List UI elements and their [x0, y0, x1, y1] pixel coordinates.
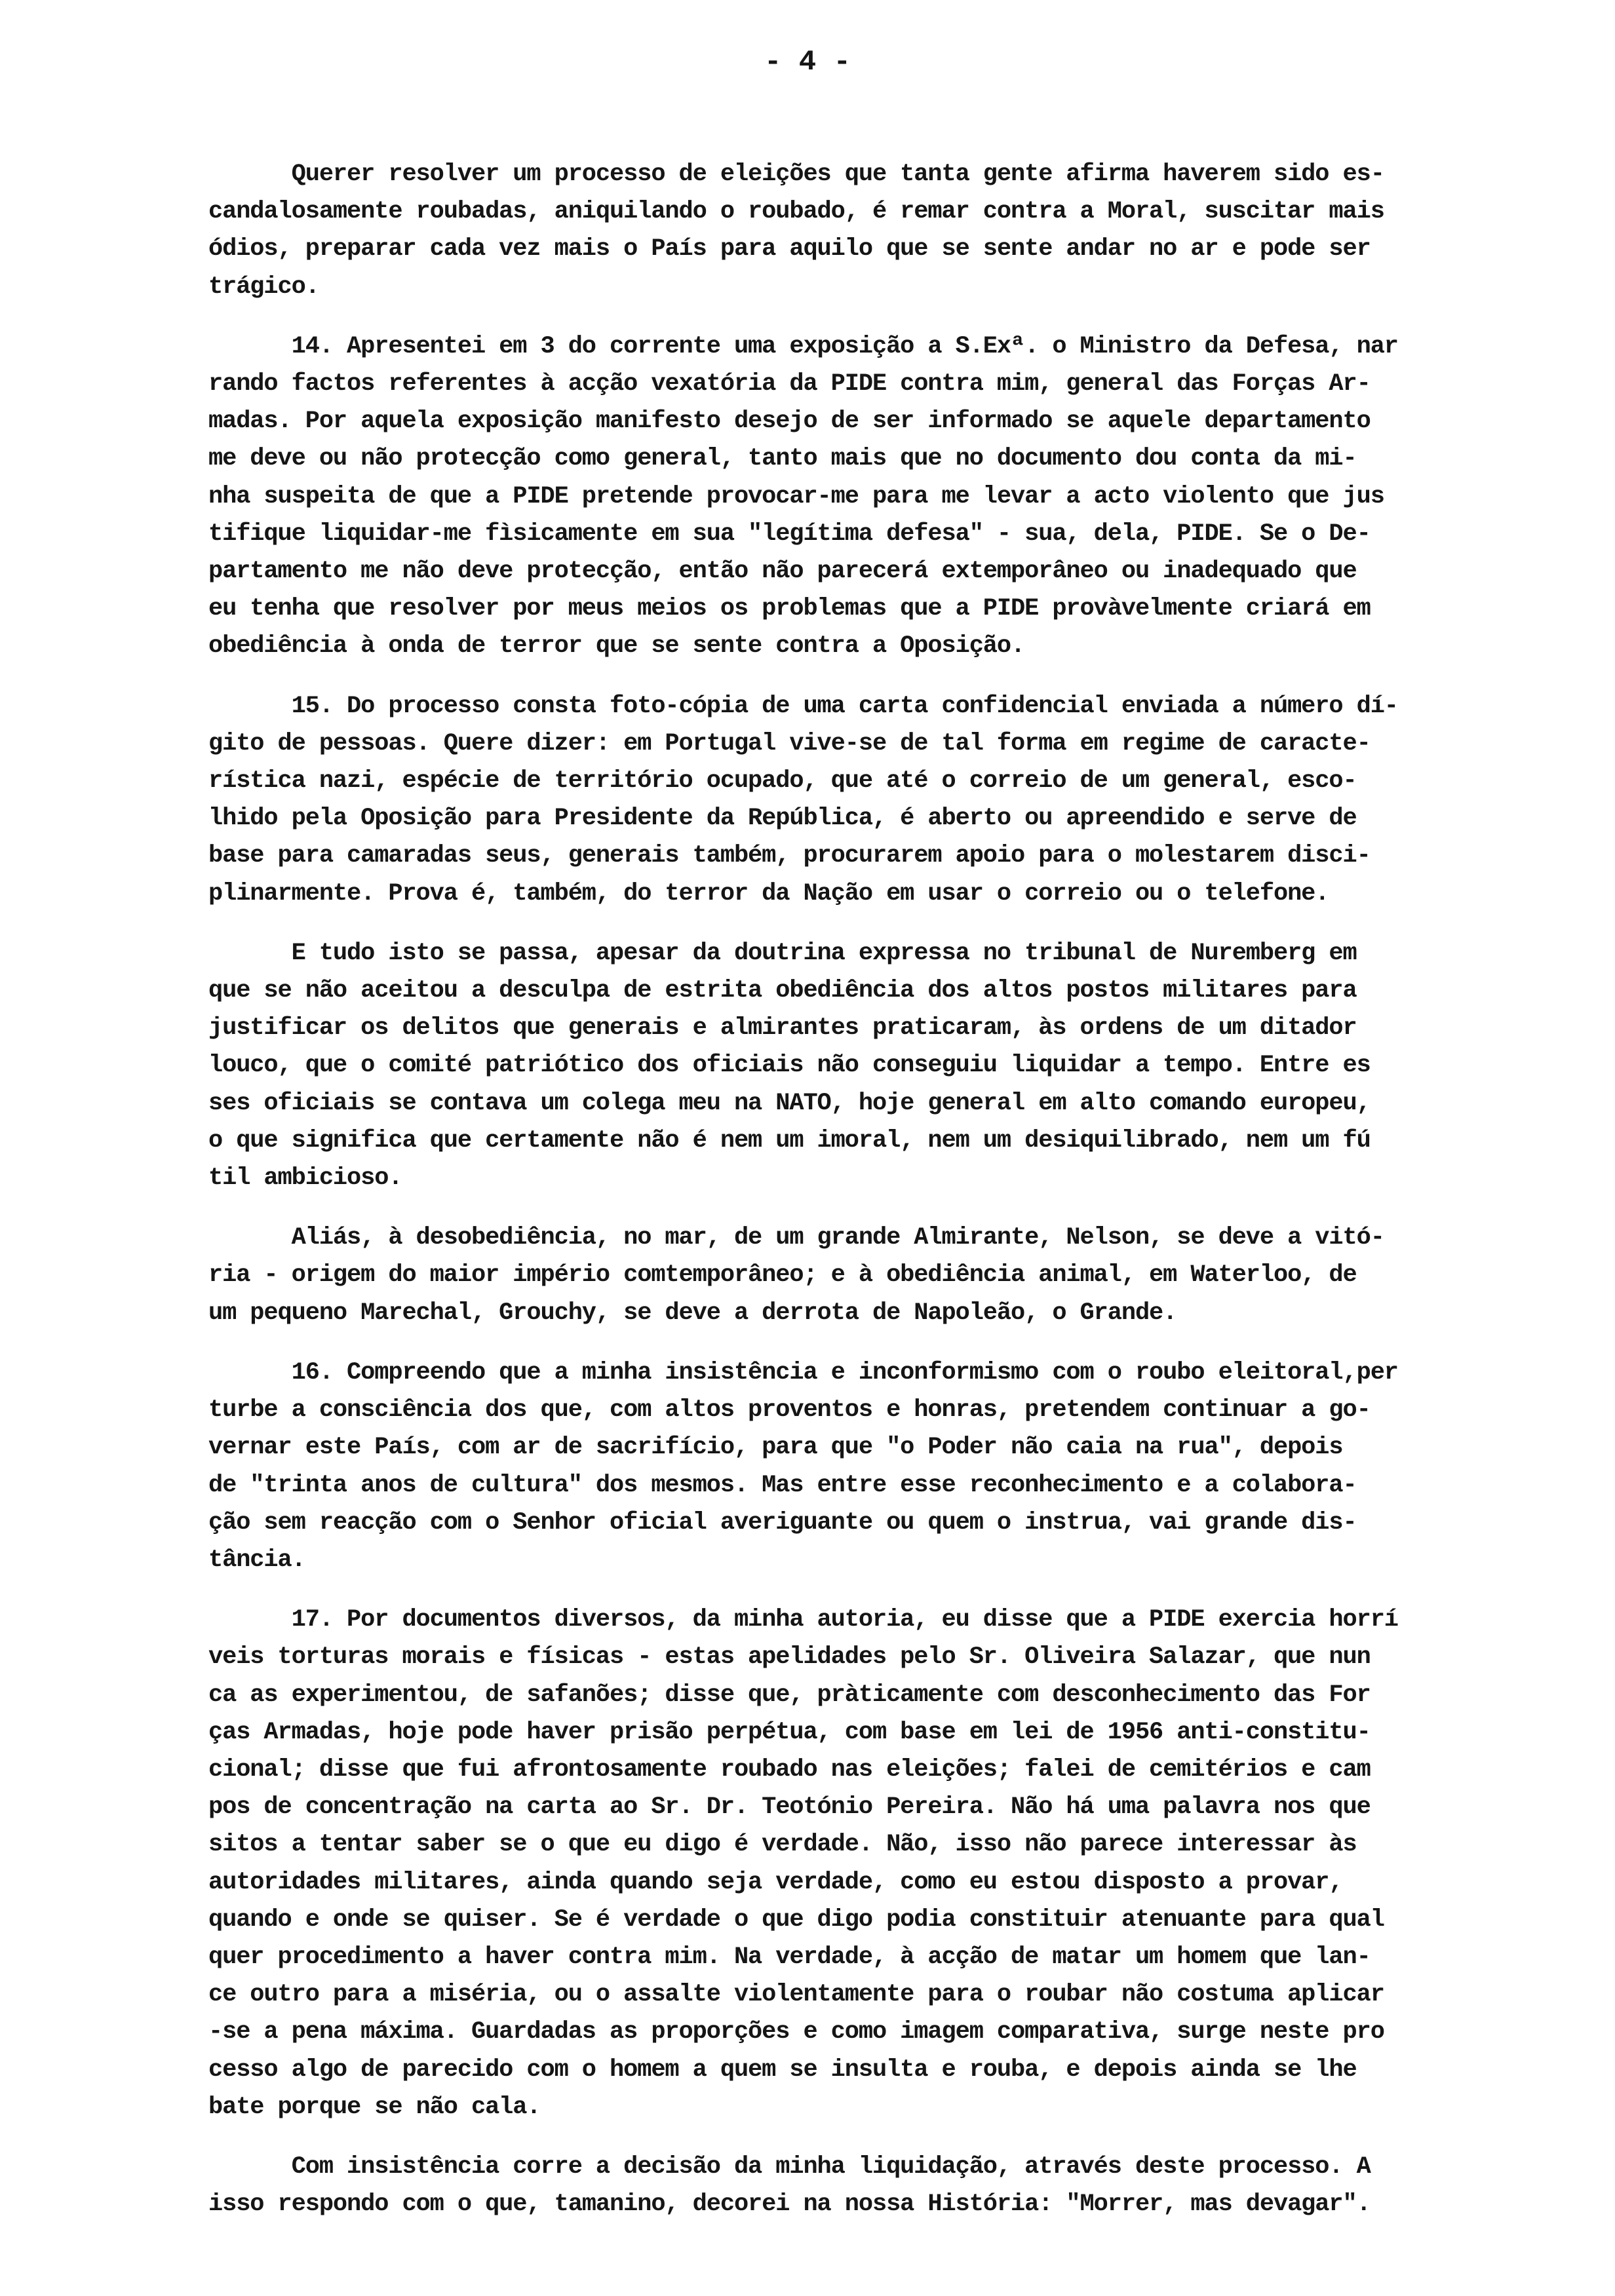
paragraph [208, 1219, 1584, 1332]
text-line: ce outro para a miséria, ou o assalte violentamente para o roubar não costuma aplicar [208, 1981, 1384, 2009]
text-line: tifique liquidar-me fìsicamente em sua "legítima defesa" - sua, dela, PIDE. Se o De- [208, 520, 1371, 548]
text-line: partamento me não deve protecção, então não parecerá extemporâneo ou inadequado que [208, 558, 1357, 586]
text-line: madas. Por aquela exposição manifesto desejo de ser informado se aquele departamento [208, 408, 1371, 436]
paragraph [208, 2149, 1584, 2223]
text-line: obediência à onda de terror que se sente contra a Oposição. [208, 632, 1025, 660]
text-line: isso respondo com o que, tamanino, decorei na nossa História: "Morrer, mas devagar". [208, 2191, 1371, 2219]
text-line: bate porque se não cala. [208, 2093, 541, 2121]
text-line: quando e onde se quiser. Se é verdade o que digo podia constituir atenuante para qual [208, 1905, 1384, 1934]
text-line: ção sem reacção com o Senhor oficial averiguante ou quem o instrua, vai grande dis- [208, 1508, 1357, 1537]
text-line: 14. Apresentei em 3 do corrente uma exposição a S.Exª. o Ministro da Defesa, nar [208, 332, 1398, 360]
page-number: - 4 - [764, 46, 851, 79]
text-line: E tudo isto se passa, apesar da doutrina expressa no tribunal de Nuremberg em [208, 939, 1357, 967]
paragraph [208, 688, 1584, 913]
text-line: cional; disse que fui afrontosamente roubado nas eleições; falei de cemitérios e cam [208, 1755, 1371, 1784]
text-line: rística nazi, espécie de território ocupado, que até o correio de um general, esco- [208, 767, 1357, 795]
text-line: de "trinta anos de cultura" dos mesmos. Mas entre esse reconhecimento e a colabora- [208, 1471, 1357, 1499]
text-line: til ambicioso. [208, 1164, 402, 1193]
text-line: ódios, preparar cada vez mais o País para aquilo que se sente andar no ar e pode ser [208, 235, 1371, 263]
text-line: 15. Do processo consta foto-cópia de uma carta confidencial enviada a número dí- [208, 692, 1398, 720]
text-line: veis torturas morais e físicas - estas apelidades pelo Sr. Oliveira Salazar, que nun [208, 1643, 1371, 1672]
text-line: -se a pena máxima. Guardadas as proporções e como imagem comparativa, surge neste pro [208, 2018, 1384, 2046]
text-line: turbe a consciência dos que, com altos proventos e honras, pretendem continuar a go- [208, 1396, 1371, 1425]
text-line: louco, que o comité patriótico dos oficiais não conseguiu liquidar a tempo. Entre es [208, 1052, 1371, 1080]
text-line: o que significa que certamente não é nem um imoral, nem um desiquilibrado, nem um fú [208, 1126, 1371, 1155]
paragraph [208, 1354, 1584, 1579]
document-body [208, 156, 1584, 2223]
text-line: 17. Por documentos diversos, da minha autoria, eu disse que a PIDE exercia horrí [208, 1606, 1398, 1634]
text-line: ria - origem do maior império comtemporâneo; e à obediência animal, em Waterloo, de [208, 1261, 1357, 1290]
paragraph [208, 935, 1584, 1197]
text-line: ca as experimentou, de safanões; disse que, pràticamente com desconhecimento das For [208, 1681, 1371, 1709]
text-line: base para camaradas seus, generais também, procurarem apoio para o molestarem disci- [208, 842, 1371, 870]
text-line: Querer resolver um processo de eleições que tanta gente afirma haverem sido es- [208, 161, 1384, 188]
text-line: nha suspeita de que a PIDE pretende provocar-me para me levar a acto violento que jus [208, 482, 1384, 510]
text-line: tância. [208, 1546, 305, 1574]
text-line: trágico. [208, 273, 319, 301]
text-line: 16. Compreendo que a minha insistência e inconformismo com o roubo eleitoral,per [208, 1358, 1398, 1387]
text-line: que se não aceitou a desculpa de estrita obediência dos altos postos militares para [208, 977, 1357, 1005]
text-line: quer procedimento a haver contra mim. Na verdade, à acção de matar um homem que lan- [208, 1943, 1371, 1971]
text-line: sitos a tentar saber se o que eu digo é verdade. Não, isso não parece interessar às [208, 1831, 1357, 1859]
text-line: Com insistência corre a decisão da minha liquidação, através deste processo. A [208, 2152, 1371, 2181]
text-line: gito de pessoas. Quere dizer: em Portugal vive-se de tal forma em regime de caracte- [208, 729, 1371, 757]
text-line: me deve ou não protecção como general, tanto mais que no documento dou conta da mi- [208, 445, 1357, 473]
text-line: eu tenha que resolver por meus meios os problemas que a PIDE provàvelmente criará em [208, 595, 1371, 623]
text-line: lhido pela Oposição para Presidente da República, é aberto ou apreendido e serve de [208, 805, 1357, 833]
text-line: plinarmente. Prova é, também, do terror da Nação em usar o correio ou o telefone. [208, 879, 1329, 908]
text-line: vernar este País, com ar de sacrifício, para que "o Poder não caia na rua", depois [208, 1434, 1343, 1462]
text-line: rando factos referentes à acção vexatória da PIDE contra mim, general das Forças Ar- [208, 370, 1371, 398]
text-line: candalosamente roubadas, aniquilando o roubado, é remar contra a Moral, suscitar mais [208, 198, 1384, 226]
text-line: pos de concentração na carta ao Sr. Dr. Teotónio Pereira. Não há uma palavra nos que [208, 1793, 1371, 1822]
text-line: Aliás, à desobediência, no mar, de um grande Almirante, Nelson, se deve a vitó- [208, 1224, 1384, 1252]
text-line: justificar os delitos que generais e almirantes praticaram, às ordens de um ditador [208, 1014, 1357, 1043]
text-line: cesso algo de parecido com o homem a quem se insulta e rouba, e depois ainda se lhe [208, 2056, 1357, 2084]
text-line: um pequeno Marechal, Grouchy, se deve a derrota de Napoleão, o Grande. [208, 1299, 1177, 1327]
paragraph [208, 1601, 1584, 2126]
text-line: ças Armadas, hoje pode haver prisão perpétua, com base em lei de 1956 anti-constitu- [208, 1718, 1371, 1746]
text-line: ses oficiais se contava um colega meu na NATO, hoje general em alto comando europeu, [208, 1089, 1371, 1117]
paragraph [208, 328, 1584, 666]
text-line: autoridades militares, ainda quando seja verdade, como eu estou disposto a provar, [208, 1868, 1343, 1896]
paragraph [208, 156, 1584, 306]
